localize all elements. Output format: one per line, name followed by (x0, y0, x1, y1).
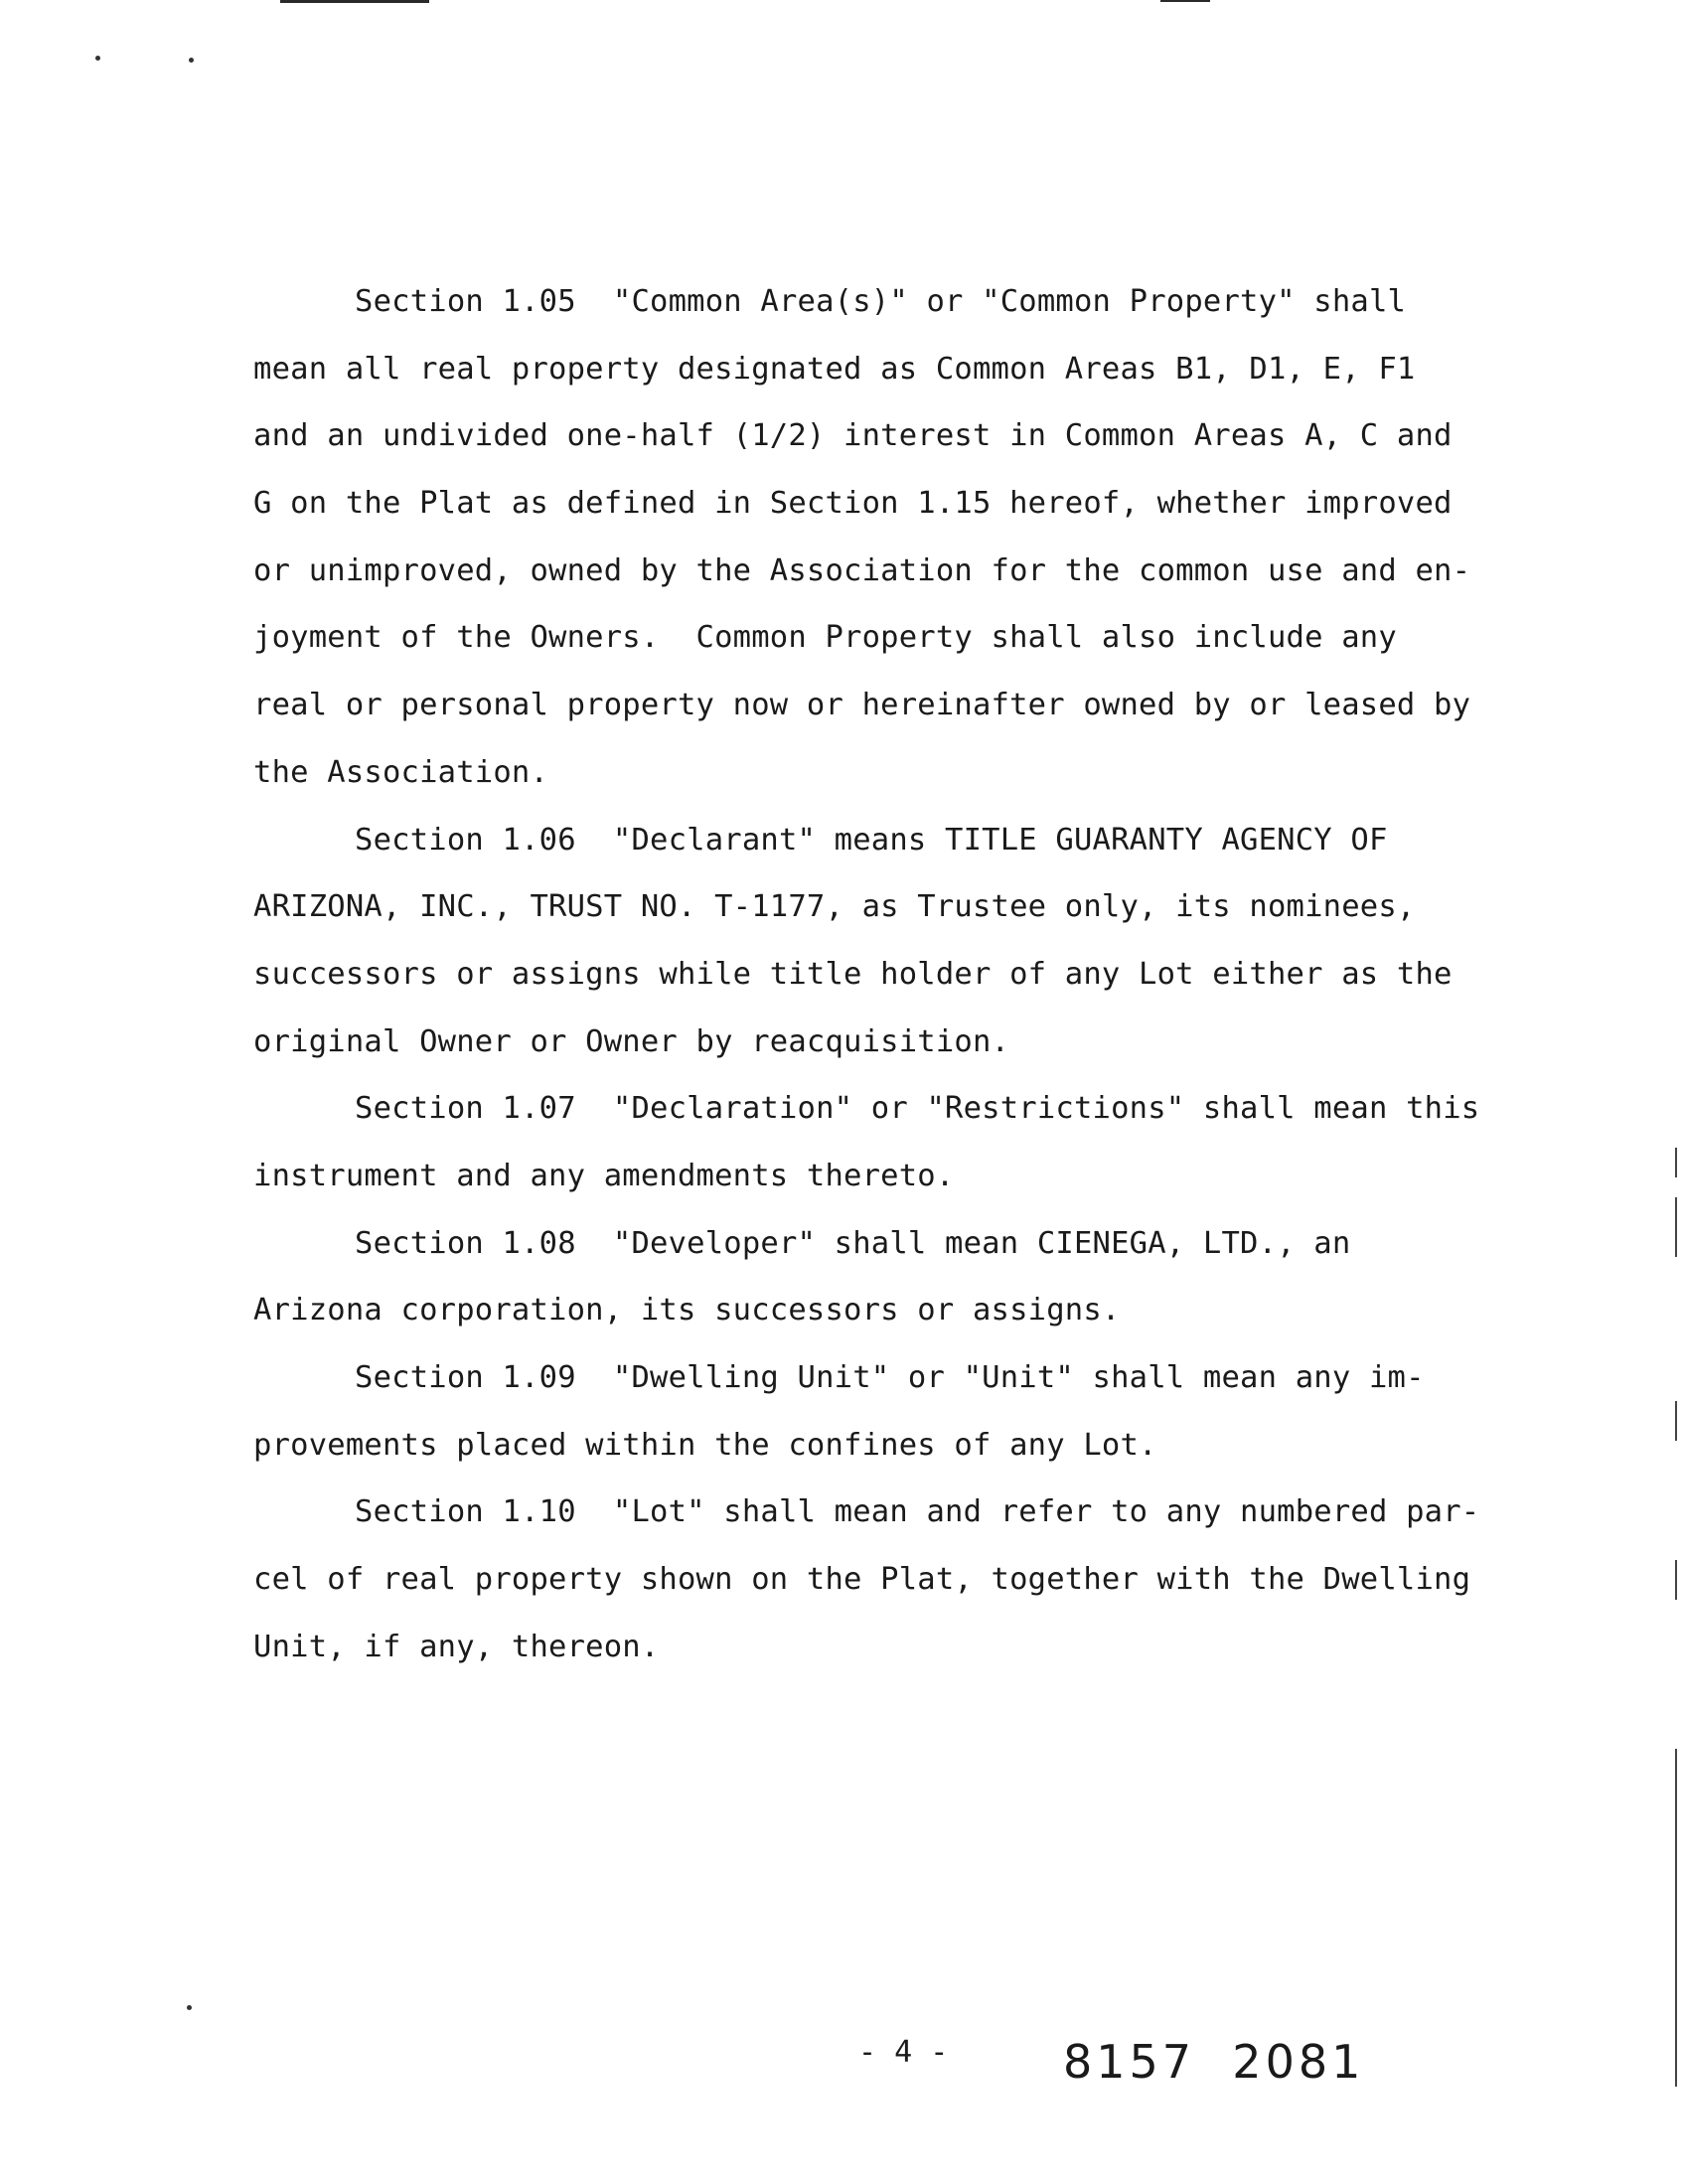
scan-edge-mark (1675, 1560, 1677, 1600)
document-line: Section 1.10 "Lot" shall mean and refer to any numbered par- (355, 1494, 1480, 1530)
document-line: successors or assigns while title holder of any Lot either as the (253, 956, 1453, 992)
document-line: Section 1.09 "Dwelling Unit" or "Unit" shall mean any im- (355, 1360, 1425, 1395)
page-number: - 4 - (858, 2035, 949, 2070)
document-line: ARIZONA, INC., TRUST NO. T-1177, as Trustee only, its nominees, (253, 889, 1416, 925)
document-line: joyment of the Owners. Common Property shall also include any (253, 620, 1397, 656)
document-line: Unit, if any, thereon. (253, 1629, 660, 1664)
document-line: Section 1.05 "Common Area(s)" or "Common Property" shall (355, 284, 1407, 319)
document-line: instrument and any amendments thereto. (253, 1158, 955, 1193)
document-line: Arizona corporation, its successors or assigns. (253, 1293, 1121, 1328)
document-line: provements placed within the confines of any Lot. (253, 1427, 1157, 1463)
document-line: the Association. (253, 754, 549, 790)
document-line: Section 1.06 "Declarant" means TITLE GUARANTY AGENCY OF (355, 822, 1388, 858)
document-line: original Owner or Owner by reacquisition. (253, 1023, 1010, 1059)
document-line: Section 1.08 "Developer" shall mean CIENEGA, LTD., an (355, 1225, 1351, 1261)
document-line: G on the Plat as defined in Section 1.15 hereof, whether improved (253, 486, 1453, 522)
record-number: 8157 2081 (1063, 2035, 1365, 2089)
document-line: cel of real property shown on the Plat, together with the Dwelling (253, 1562, 1471, 1598)
scan-edge-mark (1675, 1197, 1677, 1257)
scan-artifact-top (280, 0, 429, 3)
document-line: real or personal property now or hereinafter owned by or leased by (253, 688, 1471, 723)
scan-speck (189, 58, 194, 63)
document-body (253, 268, 1585, 1680)
document-line: Section 1.07 "Declaration" or "Restrictions" shall mean this (355, 1091, 1480, 1127)
scan-speck (187, 2005, 192, 2010)
scan-edge-mark (1675, 1401, 1677, 1441)
scan-edge-mark (1675, 1148, 1677, 1177)
document-line: mean all real property designated as Common Areas B1, D1, E, F1 (253, 351, 1416, 387)
document-line: or unimproved, owned by the Association for the common use and en- (253, 552, 1471, 588)
scan-speck (95, 56, 100, 61)
scan-artifact-top-right (1160, 0, 1210, 2)
document-line: and an undivided one-half (1/2) interest in Common Areas A, C and (253, 418, 1453, 454)
scan-edge-mark (1675, 1749, 1677, 2087)
